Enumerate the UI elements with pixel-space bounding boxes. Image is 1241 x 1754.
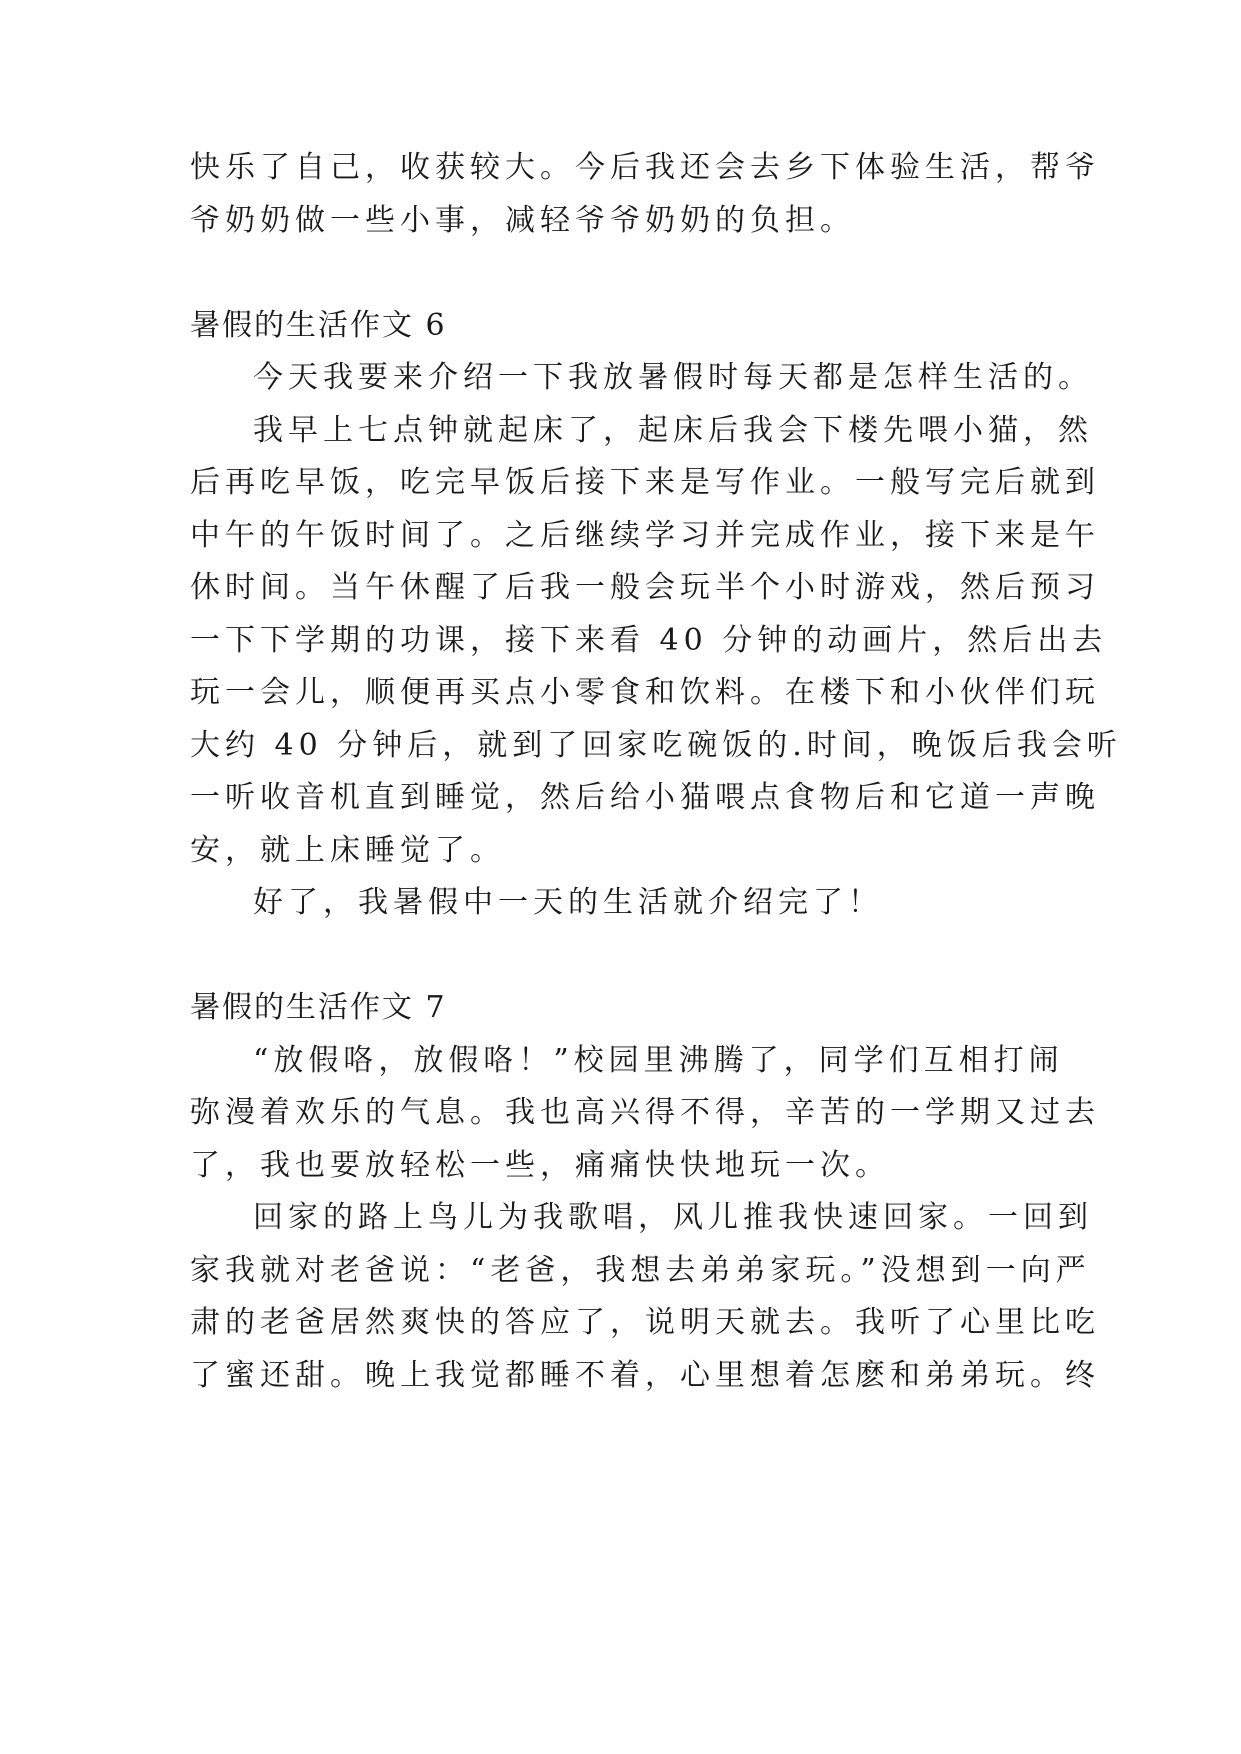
paragraph-line: 中午的午饭时间了。之后继续学习并完成作业，接下来是午: [190, 518, 1100, 553]
paragraph-line: 玩一会儿，顺便再买点小零食和饮料。在楼下和小伙伴们玩: [190, 675, 1100, 710]
paragraph-line: 安，就上床睡觉了。: [190, 833, 505, 868]
paragraph-line: 快乐了自己，收获较大。今后我还会去乡下体验生活，帮爷: [190, 150, 1100, 185]
paragraph-line: “放假咯，放假咯！”校园里沸腾了，同学们互相打闹: [253, 1043, 1064, 1078]
paragraph-line: 大约 40 分钟后，就到了回家吃碗饭的.时间，晚饭后我会听: [190, 728, 1122, 763]
essay-7-title: 暑假的生活作文 7: [190, 990, 447, 1025]
paragraph-line: 一听收音机直到睡觉，然后给小猫喂点食物后和它道一声晚: [190, 780, 1100, 815]
paragraph-line: 一下下学期的功课，接下来看 40 分钟的动画片，然后出去: [190, 623, 1108, 658]
paragraph-line: 爷奶奶做一些小事，减轻爷爷奶奶的负担。: [190, 203, 855, 238]
paragraph-line: 今天我要来介绍一下我放暑假时每天都是怎样生活的。: [253, 360, 1093, 395]
paragraph-line: 我早上七点钟就起床了，起床后我会下楼先喂小猫，然: [253, 413, 1093, 448]
essay-6-title: 暑假的生活作文 6: [190, 308, 447, 343]
paragraph-line: 了，我也要放轻松一些，痛痛快快地玩一次。: [190, 1148, 890, 1183]
paragraph-line: 肃的老爸居然爽快的答应了，说明天就去。我听了心里比吃: [190, 1305, 1100, 1340]
paragraph-line: 好了，我暑假中一天的生活就介绍完了！: [253, 885, 883, 920]
paragraph-line: 休时间。当午休醒了后我一般会玩半个小时游戏，然后预习: [190, 570, 1100, 605]
paragraph-line: 弥漫着欢乐的气息。我也高兴得不得，辛苦的一学期又过去: [190, 1095, 1100, 1130]
paragraph-line: 回家的路上鸟儿为我歌唱，风儿推我快速回家。一回到: [253, 1200, 1093, 1235]
paragraph-line: 了蜜还甜。晚上我觉都睡不着，心里想着怎麽和弟弟玩。终: [190, 1358, 1100, 1393]
paragraph-line: 后再吃早饭，吃完早饭后接下来是写作业。一般写完后就到: [190, 465, 1100, 500]
paragraph-line: 家我就对老爸说：“老爸，我想去弟弟家玩。”没想到一向严: [190, 1253, 1091, 1288]
